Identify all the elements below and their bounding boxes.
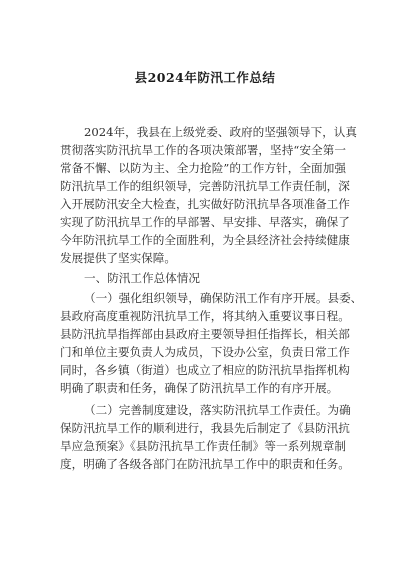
- paragraph-line: 县政府高度重视防汛抗旱工作，将其纳入重要议事日程。: [60, 309, 350, 323]
- document-title: 县2024年防汛工作总结: [134, 70, 276, 85]
- paragraph-line: 发展提供了坚实保障。: [60, 251, 176, 265]
- paragraph-line: 实现了防汛抗旱工作的早部署、早安排、早落实，确保了: [60, 215, 350, 229]
- paragraph-line: 度，明确了各级各部门在防汛抗旱工作中的职责和任务。: [60, 457, 350, 471]
- paragraph-line: 明确了职责和任务，确保了防汛抗旱工作的有序开展。: [60, 381, 339, 395]
- paragraph-line: 入开展防汛安全大检查，扎实做好防汛抗旱各项准备工作: [60, 197, 350, 211]
- section-heading: 一、防汛工作总体情况: [84, 271, 200, 285]
- paragraph-line: （二）完善制度建设，落实防汛抗旱工作责任。为确: [84, 403, 351, 417]
- paragraph-line: （一）强化组织领导，确保防汛工作有序开展。县委、: [84, 291, 363, 305]
- paragraph-line: 防汛抗旱工作的组织领导，完善防汛抗旱工作责任制，深: [60, 179, 350, 193]
- paragraph-line: 今年防汛抗旱工作的全面胜利，为全县经济社会持续健康: [60, 233, 350, 247]
- paragraph-line: 旱应急预案》《县防汛抗旱工作责任制》等一系列规章制: [60, 439, 346, 453]
- paragraph-line: 县防汛抗旱指挥部由县政府主要领导担任指挥长，相关部: [60, 327, 350, 341]
- paragraph-line: 门和单位主要负责人为成员，下设办公室，负责日常工作: [60, 345, 350, 359]
- paragraph-line: 2024年，我县在上级党委、政府的坚强领导下，认真: [84, 125, 357, 139]
- paragraph-line: 贯彻落实防汛抗旱工作的各项决策部署，坚持“安全第一: [60, 143, 346, 157]
- paragraph-line: 保防汛抗旱工作的顺利进行，我县先后制定了《县防汛抗: [60, 421, 350, 435]
- paragraph-line: 常备不懈、以防为主、全力抢险”的工作方针，全面加强: [60, 161, 346, 175]
- paragraph-line: 同时，各乡镇（街道）也成立了相应的防汛抗旱指挥机构: [60, 363, 350, 377]
